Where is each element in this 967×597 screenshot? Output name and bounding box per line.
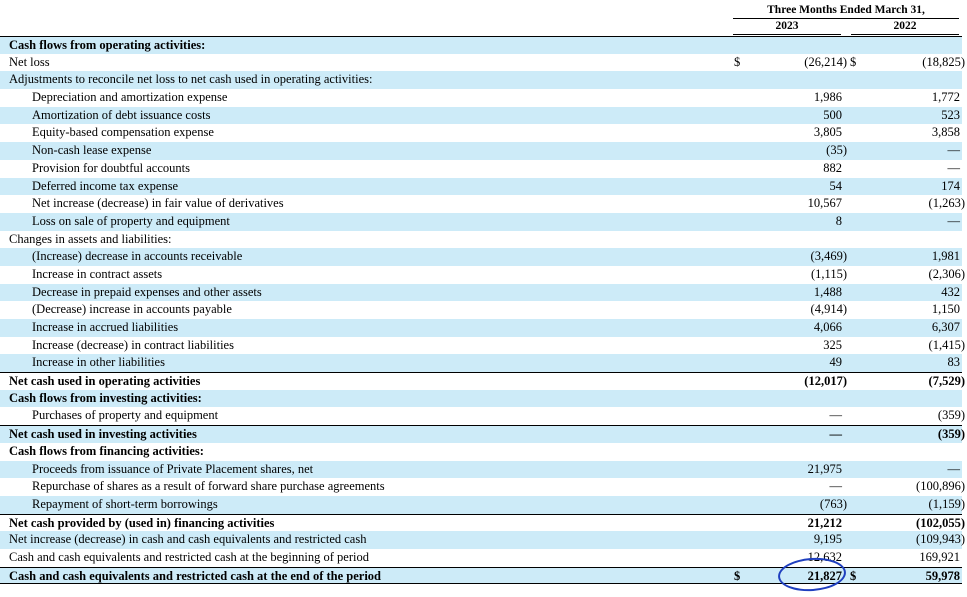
value-2023: 21,212: [807, 515, 842, 530]
table-header: [0, 0, 967, 35]
table-row: [0, 443, 962, 461]
value-2022: (100,896): [916, 479, 965, 494]
row-label: Cash flows from operating activities:: [9, 38, 206, 52]
table-row: [0, 124, 962, 142]
table-row: [0, 89, 962, 107]
table-row: [0, 160, 962, 178]
currency-symbol-2023: $: [734, 568, 741, 583]
value-2022: —: [947, 213, 960, 228]
value-2023: (763): [819, 496, 847, 511]
value-2022: 523: [941, 107, 960, 122]
value-2023: 54: [829, 178, 842, 193]
value-2022: 432: [941, 284, 960, 299]
table-row: [0, 142, 962, 160]
table-row: [0, 54, 965, 72]
row-label: Net increase (decrease) in cash and cash equivalents and restricted cash: [9, 532, 367, 547]
table-row: [0, 407, 965, 425]
value-2022: 6,307: [931, 320, 960, 334]
table-row: [0, 213, 962, 231]
value-2023: 10,567: [807, 196, 842, 211]
table-row: [0, 461, 962, 479]
table-row: [0, 478, 965, 496]
value-2022: 1,150: [931, 302, 960, 317]
row-label: Changes in assets and liabilities:: [9, 231, 172, 246]
value-2022: (18,825): [922, 54, 965, 69]
row-label: Net loss: [9, 54, 50, 69]
table-row: [0, 266, 965, 284]
value-2022: 83: [947, 355, 960, 370]
table-row: [0, 337, 965, 355]
value-2022: (359): [937, 427, 965, 442]
cash-flow-table: [0, 36, 965, 584]
value-2023: 4,066: [813, 320, 842, 334]
currency-symbol-2022: $: [850, 54, 857, 69]
row-label: Non-cash lease expense: [32, 143, 152, 158]
value-2023: 8: [835, 213, 842, 228]
row-label: Increase in other liabilities: [32, 355, 165, 370]
table-row: [0, 178, 962, 196]
value-2023: 325: [823, 337, 842, 352]
row-label: Loss on sale of property and equipment: [32, 213, 230, 228]
year-2022-rule: [851, 34, 959, 35]
table-row: [0, 231, 962, 249]
value-2023: (26,214): [804, 54, 847, 69]
row-label: Net cash used in investing activities: [9, 427, 197, 442]
table-row: [0, 390, 962, 408]
row-label: Purchases of property and equipment: [32, 408, 219, 423]
table-row: [0, 107, 962, 125]
header-rule: [733, 18, 959, 19]
value-2022: (1,415): [928, 337, 965, 352]
row-label: (Increase) decrease in accounts receivable: [32, 249, 243, 264]
value-2022: 59,978: [925, 568, 960, 583]
year-2022-heading: 2022: [893, 20, 917, 32]
value-2023: —: [829, 479, 842, 494]
row-label: Net increase (decrease) in fair value of derivatives: [32, 196, 284, 211]
row-label: Increase (decrease) in contract liabilities: [32, 337, 234, 352]
value-2023: —: [829, 408, 842, 423]
value-2022: 1,981: [931, 249, 960, 264]
value-2023: 882: [823, 160, 842, 175]
value-2022: (7,529): [928, 374, 965, 389]
row-label: Deferred income tax expense: [32, 178, 179, 193]
table-row: [0, 567, 962, 585]
value-2023: —: [829, 427, 842, 442]
row-label: Cash flows from investing activities:: [9, 390, 202, 405]
value-2022: 3,858: [931, 125, 960, 140]
value-2022: (359): [937, 408, 965, 423]
row-label: Provision for doubtful accounts: [32, 160, 190, 175]
table-row: [0, 549, 962, 567]
value-2023: (12,017): [804, 374, 847, 389]
value-2022: (2,306): [928, 266, 965, 281]
table-row: [0, 531, 965, 549]
row-label: Repurchase of shares as a result of forward share purchase agreements: [32, 479, 385, 494]
value-2023: 1,488: [813, 284, 842, 299]
row-label: Cash and cash equivalents and restricted cash at the beginning of period: [9, 549, 369, 564]
value-2022: (1,263): [928, 196, 965, 211]
table-row: [0, 195, 965, 213]
row-label: Net cash provided by (used in) financing activities: [9, 515, 275, 530]
row-label: Increase in contract assets: [32, 266, 163, 281]
table-row: [0, 71, 962, 89]
value-2022: (102,055): [916, 515, 965, 530]
value-2022: 169,921: [919, 549, 960, 564]
year-2023-rule: [733, 34, 841, 35]
value-2022: —: [947, 143, 960, 158]
value-2022: 1,772: [931, 90, 960, 105]
value-2022: —: [947, 160, 960, 175]
value-2023: 21,975: [807, 461, 842, 476]
value-2023: 9,195: [813, 532, 842, 547]
value-2023: 12,632: [807, 549, 842, 564]
value-2023: 21,827: [807, 568, 842, 583]
table-row: [0, 284, 962, 302]
row-label: Increase in accrued liabilities: [32, 320, 179, 334]
period-heading: Three Months Ended March 31,: [767, 4, 925, 16]
row-label: (Decrease) increase in accounts payable: [32, 302, 232, 317]
value-2023: (35): [826, 143, 847, 158]
value-2023: (1,115): [811, 266, 847, 281]
value-2022: (1,159): [928, 496, 965, 511]
currency-symbol-2022: $: [850, 568, 857, 583]
table-row: [0, 301, 962, 319]
value-2023: 500: [823, 107, 842, 122]
table-row: [0, 514, 965, 532]
table-row: [0, 354, 962, 372]
currency-symbol-2023: $: [734, 54, 741, 69]
row-label: Repayment of short-term borrowings: [32, 496, 218, 511]
table-row: [0, 425, 965, 443]
value-2023: 1,986: [813, 90, 842, 105]
row-label: Cash and cash equivalents and restricted cash at the end of the period: [9, 568, 382, 583]
value-2023: 49: [829, 355, 842, 370]
table-row: [0, 248, 962, 266]
value-2023: 3,805: [813, 125, 842, 140]
value-2023: (4,914): [810, 302, 847, 317]
row-label: Amortization of debt issuance costs: [32, 107, 211, 122]
row-label: Decrease in prepaid expenses and other assets: [32, 284, 262, 299]
table-row: [0, 372, 965, 390]
table-row: [0, 496, 965, 514]
value-2022: —: [947, 461, 960, 476]
year-2023-heading: 2023: [775, 20, 799, 32]
value-2022: 174: [941, 178, 960, 193]
row-label: Cash flows from financing activities:: [9, 443, 204, 458]
table-row: [0, 36, 962, 54]
value-2022: (109,943): [916, 532, 965, 547]
table-row: [0, 319, 962, 337]
value-2023: (3,469): [810, 249, 847, 264]
row-label: Proceeds from issuance of Private Placement shares, net: [32, 461, 314, 476]
row-label: Adjustments to reconcile net loss to net cash used in operating activities:: [9, 72, 373, 87]
row-label: Depreciation and amortization expense: [32, 90, 228, 105]
row-label: Equity-based compensation expense: [32, 125, 214, 140]
row-label: Net cash used in operating activities: [9, 374, 201, 389]
